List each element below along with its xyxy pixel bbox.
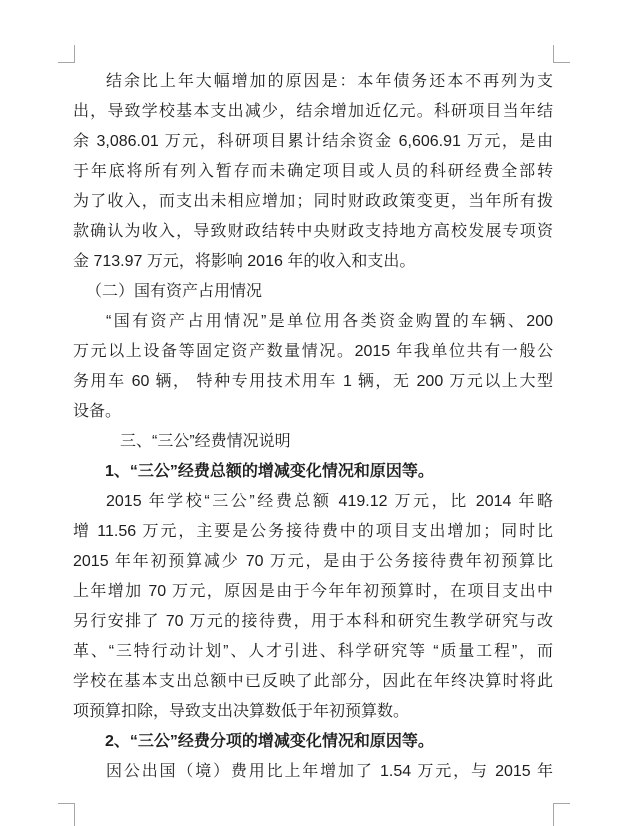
text-boundary-mark-top-left [58,45,75,63]
text-line: 增 11.56 万元，主要是公务接待费中的项目支出增加；同时比 [73,523,553,540]
text-line: 2、“三公”经费分项的增减变化情况和原因等。 [105,733,434,750]
text-line: 项预算扣除，导致支出决算数低于年初预算数。 [73,703,410,720]
text-line: 结余比上年大幅增加的原因是：本年债务还本不再列为支 [106,73,553,90]
text-line: 2015 年学校“三公”经费总额 419.12 万元，比 2014 年略 [106,493,553,510]
text-line: 革、“三特行动计划”、人才引进、科学研究等 “质量工程”，而 [73,643,553,660]
text-line: （二）国有资产占用情况 [86,283,263,300]
text-line: 务用车 60 辆， 特种专用技术用车 1 辆，无 200 万元以上大型 [73,373,553,390]
text-line: 于年底将所有列入暂存而未确定项目或人员的科研经费全部转 [73,163,553,180]
text-boundary-mark-bottom-left [58,803,75,826]
para-total-change-detail [73,487,553,727]
heading-section-2-state-assets [73,277,553,307]
document-text-area [73,67,553,787]
text-line: 设备。 [73,403,122,420]
text-line: 金 713.97 万元，将影响 2016 年的收入和支出。 [73,253,416,270]
para-surplus-increase-reason [73,67,553,277]
text-line: 三、“三公”经费情况说明 [120,433,291,450]
text-line: “国有资产占用情况”是单位用各类资金购置的车辆、200 [106,313,553,330]
heading-item-1-total-change [73,457,553,487]
text-line: 学校在基本支出总额中已反映了此部分，因此在年终决算时将此 [73,673,553,690]
text-line: 余 3,086.01 万元，科研项目累计结余资金 6,606.91 万元，是由 [73,133,553,150]
text-line: 出，导致学校基本支出减少，结余增加近亿元。科研项目当年结 [73,103,553,120]
text-boundary-mark-top-right [553,45,570,63]
text-line: 上年增加 70 万元，原因是由于今年年初预算时，在项目支出中 [73,583,553,600]
para-breakdown-abroad-expense [73,757,553,787]
text-boundary-mark-bottom-right [553,803,570,826]
heading-section-3-three-public-funds [73,427,553,457]
para-state-assets-detail [73,307,553,427]
text-line: 另行安排了 70 万元的接待费，用于本科和研究生教学研究与改 [73,613,553,630]
text-line: 因公出国（境）费用比上年增加了 1.54 万元，与 2015 年 [106,763,553,780]
text-line: 2015 年年初预算减少 70 万元，是由于公务接待费年初预算比 [73,553,553,570]
text-line: 为了收入，而支出未相应增加；同时财政政策变更，当年所有拨 [73,193,553,210]
text-line: 款确认为收入，导致财政结转中央财政支持地方高校发展专项资 [73,223,553,240]
text-line: 1、“三公”经费总额的增减变化情况和原因等。 [105,463,434,480]
heading-item-2-breakdown-change [73,727,553,757]
text-line: 万元以上设备等固定资产数量情况。2015 年我单位共有一般公 [73,343,553,360]
